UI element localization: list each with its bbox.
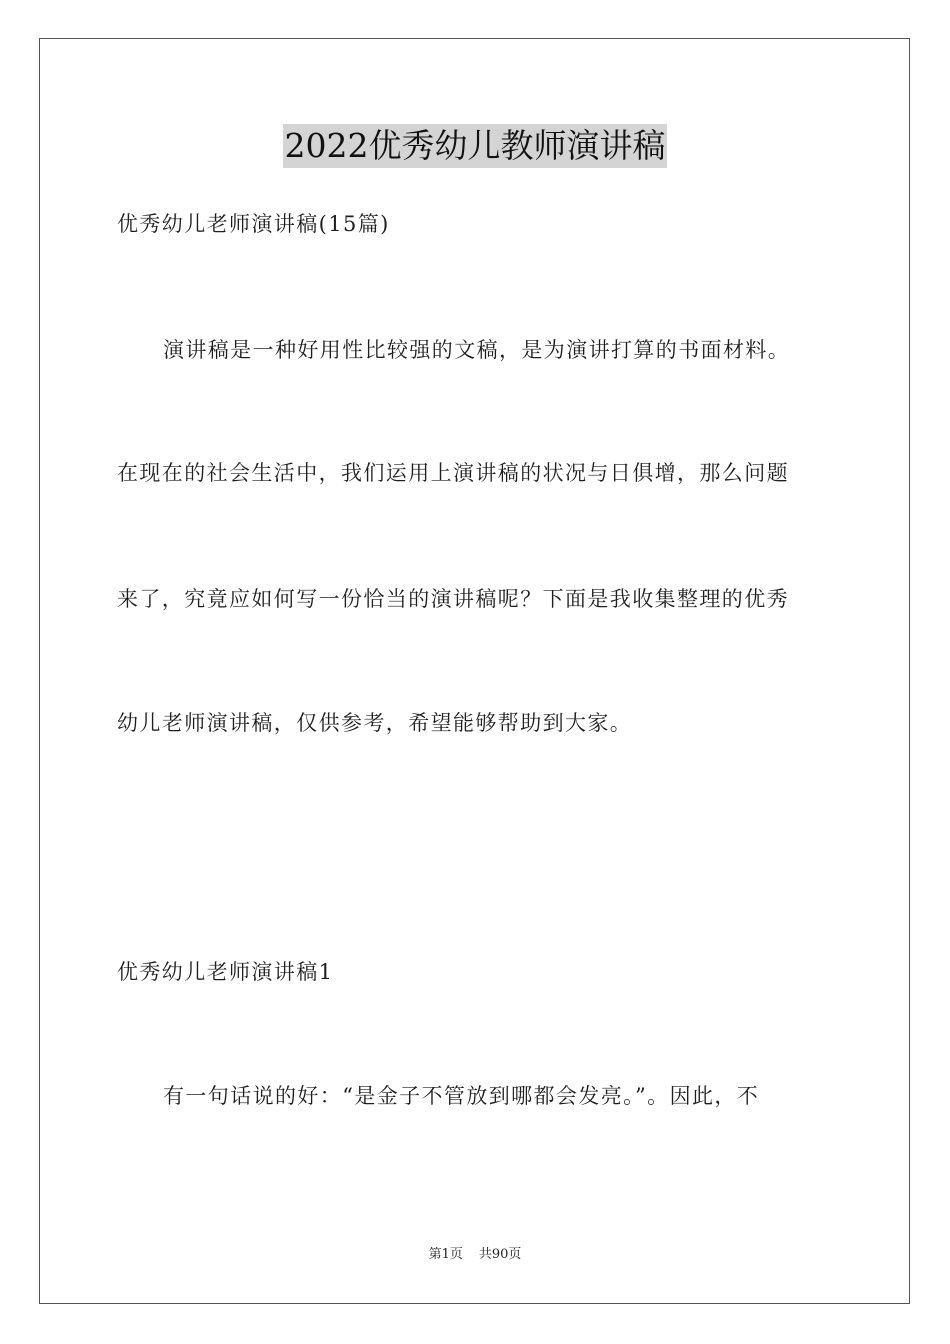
page-footer <box>0 1246 950 1264</box>
intro-line-1: 演讲稿是一种好用性比较强的文稿，是为演讲打算的书面材料。 <box>163 338 791 362</box>
section-heading: 优秀幼儿老师演讲稿1 <box>117 960 334 984</box>
document-title: 2022优秀幼儿教师演讲稿 <box>283 124 668 168</box>
total-pages-label: 共90页 <box>478 1247 522 1262</box>
document-subtitle: 优秀幼儿老师演讲稿(15篇) <box>117 212 390 236</box>
section-first-line: 有一句话说的好：“是金子不管放到哪都会发亮。”。因此，不 <box>163 1084 760 1108</box>
intro-line-3: 来了，究竟应如何写一份恰当的演讲稿呢？下面是我收集整理的优秀 <box>117 587 789 611</box>
page-number-label: 第1页 <box>428 1247 463 1262</box>
intro-line-4: 幼儿老师演讲稿，仅供参考，希望能够帮助到大家。 <box>117 711 633 735</box>
title-container <box>0 124 950 168</box>
intro-line-2: 在现在的社会生活中，我们运用上演讲稿的状况与日俱增，那么问题 <box>117 461 789 485</box>
